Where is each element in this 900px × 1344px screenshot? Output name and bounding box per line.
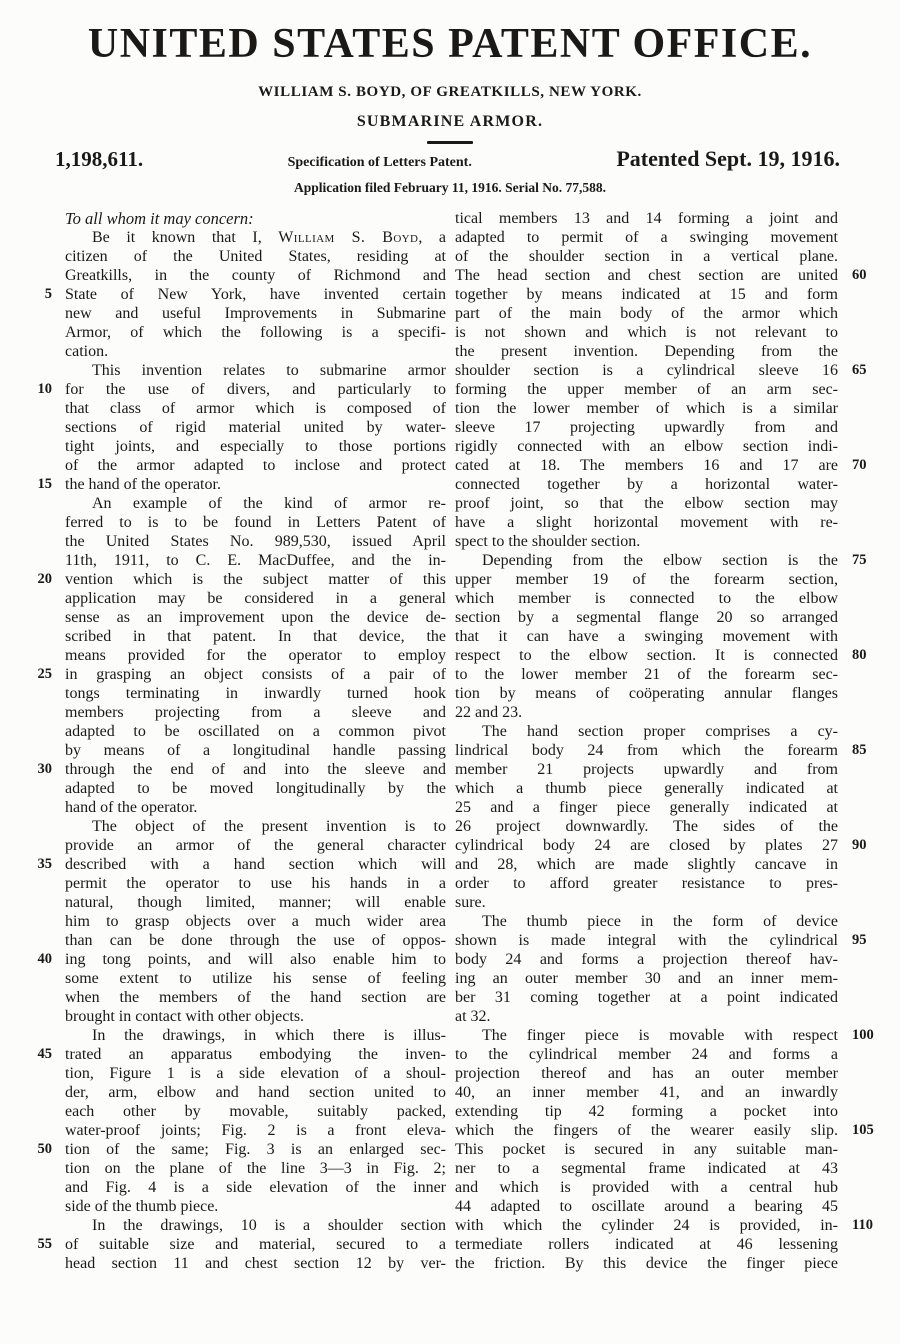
text-line: Armor, of which the following is a specifi- — [65, 324, 446, 341]
text-line: In the drawings, 10 is a shoulder section — [92, 1217, 446, 1234]
text-line: 25 and a finger piece generally indicated at — [455, 799, 838, 816]
text-line: that it can have a swinging movement with — [455, 628, 838, 645]
left-text-column — [37, 209, 447, 1273]
text-line: adapted to permit of a swinging movement — [455, 229, 838, 246]
text-line: members projecting from a sleeve and — [65, 704, 446, 721]
invention-title: SUBMARINE ARMOR. — [356, 113, 544, 130]
line-number: 25 — [37, 666, 52, 682]
text-line: upper member 19 of the forearm section, — [455, 571, 838, 588]
line-number: 95 — [852, 932, 867, 948]
text-line: tion on the plane of the line 3—3 in Fig. 2; — [65, 1160, 446, 1177]
inventor-name: William S. Boyd — [278, 229, 419, 246]
line-number: 60 — [852, 267, 867, 283]
text-line: trated an apparatus embodying the inven- 45 — [37, 1046, 446, 1063]
text-line: The hand section proper comprises a cy- — [482, 723, 838, 740]
text-line: of the shoulder section in a vertical plane. — [455, 248, 838, 265]
line-number: 35 — [37, 856, 52, 872]
text-line: is not shown and which is not relevant to — [455, 324, 838, 341]
text-line: section by a segmental flange 20 so arranged — [455, 609, 838, 626]
text-line: The object of the present invention is to — [92, 818, 446, 835]
text-line: 11th, 1911, to C. E. MacDuffee, and the in- — [65, 552, 446, 569]
line-number: 50 — [37, 1141, 52, 1157]
text-line: The head section and chest section are united 60 — [455, 267, 867, 284]
text-line: termediate rollers indicated at 46 lessening — [455, 1236, 838, 1253]
line-number: 65 — [852, 362, 867, 378]
text-segment: , a — [418, 229, 447, 246]
text-line: water-proof joints; Fig. 2 is a front eleva- — [65, 1122, 446, 1139]
line-number: 40 — [37, 951, 52, 967]
text-line: forming the upper member of an arm sec- — [455, 381, 838, 398]
text-line: 26 project downwardly. The sides of the — [455, 818, 838, 835]
text-line: projection thereof and has an outer member — [455, 1065, 838, 1082]
text-line: vention which is the subject matter of this 20 — [37, 571, 446, 588]
text-line: tion, Figure 1 is a side elevation of a shoul- — [65, 1065, 446, 1082]
text-line: the present invention. Depending from the — [455, 343, 838, 360]
text-line: member 21 projects upwardly and from — [455, 761, 838, 778]
text-line: sections of rigid material united by water- — [65, 419, 446, 436]
text-line: spect to the shoulder section. — [455, 533, 641, 550]
text-line: than can be done through the use of oppos- — [65, 932, 446, 949]
line-number: 75 — [852, 552, 867, 568]
text-line: hand of the operator. — [65, 799, 198, 816]
text-line: tight joints, and especially to those portions — [65, 438, 446, 455]
line-number: 30 — [37, 761, 52, 777]
application-line: Application filed February 11, 1916. Serial No. 77,588. — [294, 180, 606, 195]
text-line: tion by means of coöperating annular flanges — [455, 685, 838, 702]
text-line: sure. — [455, 894, 486, 911]
text-line: some extent to utilize his sense of feeling — [65, 970, 446, 987]
text-line: Greatkills, in the county of Richmond and — [65, 267, 446, 284]
text-line: shoulder section is a cylindrical sleeve 16 65 — [455, 362, 867, 379]
text-line: to the lower member 21 of the forearm sec- — [455, 666, 838, 683]
text-line: cylindrical body 24 are closed by plates 27 90 — [455, 837, 867, 854]
text-line: lindrical body 24 from which the forearm 85 — [455, 742, 867, 759]
text-line: the United States No. 989,530, issued April — [65, 533, 446, 550]
patent-info-row — [55, 146, 840, 172]
line-number: 80 — [852, 647, 867, 663]
text-line: in grasping an object consists of a pair of 25 — [37, 666, 446, 683]
text-line: cated at 18. The members 16 and 17 are 70 — [455, 457, 867, 474]
line-number: 20 — [37, 571, 52, 587]
text-line: State of New York, have invented certain 5 — [44, 286, 446, 303]
text-line: ing tong points, and will also enable him to 40 — [37, 951, 446, 968]
grantee-line: WILLIAM S. BOYD, OF GREATKILLS, NEW YORK. — [258, 84, 642, 100]
right-text-column — [455, 209, 874, 1273]
text-line: tion of the same; Fig. 3 is an enlarged sec- 50 — [37, 1141, 446, 1158]
text-line — [65, 228, 446, 247]
text-line: which member is connected to the elbow — [455, 590, 838, 607]
text-line: adapted to be moved longitudinally by the — [65, 780, 446, 797]
text-line: sense as an improvement upon the device de- — [65, 609, 446, 626]
text-line: ner to a segmental frame indicated at 43 — [455, 1160, 838, 1177]
text-segment: Be it known that I, — [92, 229, 279, 246]
text-line: order to afford greater resistance to pres- — [455, 875, 838, 892]
text-line: scribed in that patent. In that device, the — [65, 628, 446, 645]
text-line: In the drawings, in which there is illus- — [92, 1027, 446, 1044]
line-number: 10 — [37, 381, 52, 397]
line-number: 15 — [37, 476, 52, 492]
text-line: respect to the elbow section. It is connected 80 — [455, 647, 867, 664]
text-line: him to grasp objects over a much wider area — [65, 913, 446, 930]
text-line: permit the operator to use his hands in a — [65, 875, 446, 892]
text-line: This pocket is secured in any suitable man- — [455, 1141, 838, 1158]
line-number: 105 — [852, 1122, 874, 1138]
title-divider — [427, 141, 473, 144]
text-line: The finger piece is movable with respect 100 — [482, 1027, 874, 1044]
text-line: ber 31 coming together at a point indicated — [455, 989, 838, 1006]
page-title: UNITED STATES PATENT OFFICE. — [87, 21, 813, 67]
line-number: 55 — [37, 1236, 52, 1252]
text-line: Depending from the elbow section is the 75 — [482, 552, 867, 569]
text-line: proof joint, so that the elbow section may — [455, 495, 838, 512]
text-line: extending tip 42 forming a pocket into — [455, 1103, 838, 1120]
text-line: when the members of the hand section are — [65, 989, 446, 1006]
text-line: at 32. — [455, 1008, 491, 1025]
text-line: the hand of the operator. 15 — [37, 476, 221, 493]
text-line: and 28, which are made slightly cancave in — [455, 856, 838, 873]
text-line: part of the main body of the armor which — [455, 305, 838, 322]
text-line: and Fig. 4 is a side elevation of the inner — [65, 1179, 446, 1196]
text-line: together by means indicated at 15 and form — [455, 286, 838, 303]
line-number: 70 — [852, 457, 867, 473]
text-line: application may be considered in a general — [65, 590, 446, 607]
text-line: that class of armor which is composed of — [65, 400, 446, 417]
text-line: of suitable size and material, secured to a 55 — [37, 1236, 446, 1253]
line-number: 5 — [44, 286, 52, 302]
text-line: 22 and 23. — [455, 704, 523, 721]
text-line: tical members 13 and 14 forming a joint and — [455, 210, 838, 227]
text-line: der, arm, elbow and hand section united to — [65, 1084, 446, 1101]
text-line: citizen of the United States, residing at — [65, 248, 446, 265]
text-line: provide an armor of the general character — [65, 837, 446, 854]
text-line: which the fingers of the wearer easily slip. 105 — [455, 1122, 874, 1139]
text-line: shown is made integral with the cylindrical 95 — [455, 932, 867, 949]
text-line: each other by movable, suitably packed, — [65, 1103, 446, 1120]
text-line: rigidly connected with an elbow section indi- — [455, 438, 838, 455]
line-number: 45 — [37, 1046, 52, 1062]
patent-number: 1,198,611. — [55, 147, 144, 171]
text-line: means provided for the operator to employ — [65, 647, 446, 664]
text-line: 44 adapted to oscillate around a bearing 45 — [455, 1198, 838, 1215]
text-line: the friction. By this device the finger piece — [455, 1255, 838, 1272]
text-line: ferred to is to be found in Letters Patent of — [65, 514, 446, 531]
text-line: tion the lower member of which is a similar — [455, 400, 838, 417]
text-line: cation. — [65, 343, 109, 360]
text-line: body 24 and forms a projection thereof hav- — [455, 951, 838, 968]
line-number: 110 — [852, 1217, 873, 1233]
text-line: for the use of divers, and particularly to 10 — [37, 381, 446, 398]
text-line: The thumb piece in the form of device — [482, 913, 838, 930]
line-number: 90 — [852, 837, 867, 853]
text-line: described with a hand section which will 35 — [37, 856, 446, 873]
text-line: To all whom it may concern: — [65, 209, 254, 228]
text-line: tongs terminating in inwardly turned hook — [65, 685, 446, 702]
text-line: adapted to be oscillated on a common pivot — [65, 723, 446, 740]
text-line: with which the cylinder 24 is provided, in- 110 — [455, 1217, 873, 1234]
text-line: natural, though limited, manner; will enable — [65, 894, 446, 911]
text-line: ing an outer member 30 and an inner mem- — [455, 970, 838, 987]
specification-label: Specification of Letters Patent. — [287, 155, 472, 170]
text-line: to the cylindrical member 24 and forms a — [455, 1046, 838, 1063]
text-line: and which is provided with a central hub — [455, 1179, 838, 1196]
text-line: by means of a longitudinal handle passing — [65, 742, 446, 759]
text-line: 40, an inner member 41, and an inwardly — [455, 1084, 838, 1101]
text-line: of the armor adapted to inclose and protect — [65, 457, 446, 474]
text-line: through the end of and into the sleeve and 30 — [37, 761, 446, 778]
text-line: sleeve 17 projecting upwardly from and — [455, 419, 838, 436]
text-line: This invention relates to submarine armor — [92, 362, 446, 379]
text-line: brought in contact with other objects. — [65, 1008, 305, 1025]
text-line: connected together by a horizontal water- — [455, 476, 838, 493]
text-line: side of the thumb piece. — [65, 1198, 219, 1215]
text-line: head section 11 and chest section 12 by ver- — [65, 1255, 446, 1272]
text-line: An example of the kind of armor re- — [92, 495, 446, 512]
text-line: have a slight horizontal movement with re- — [455, 514, 838, 531]
text-line: which a thumb piece generally indicated at — [455, 780, 838, 797]
line-number: 85 — [852, 742, 867, 758]
line-number: 100 — [852, 1027, 874, 1043]
patented-date: Patented Sept. 19, 1916. — [616, 146, 840, 171]
text-line: new and useful Improvements in Submarine — [65, 305, 446, 322]
